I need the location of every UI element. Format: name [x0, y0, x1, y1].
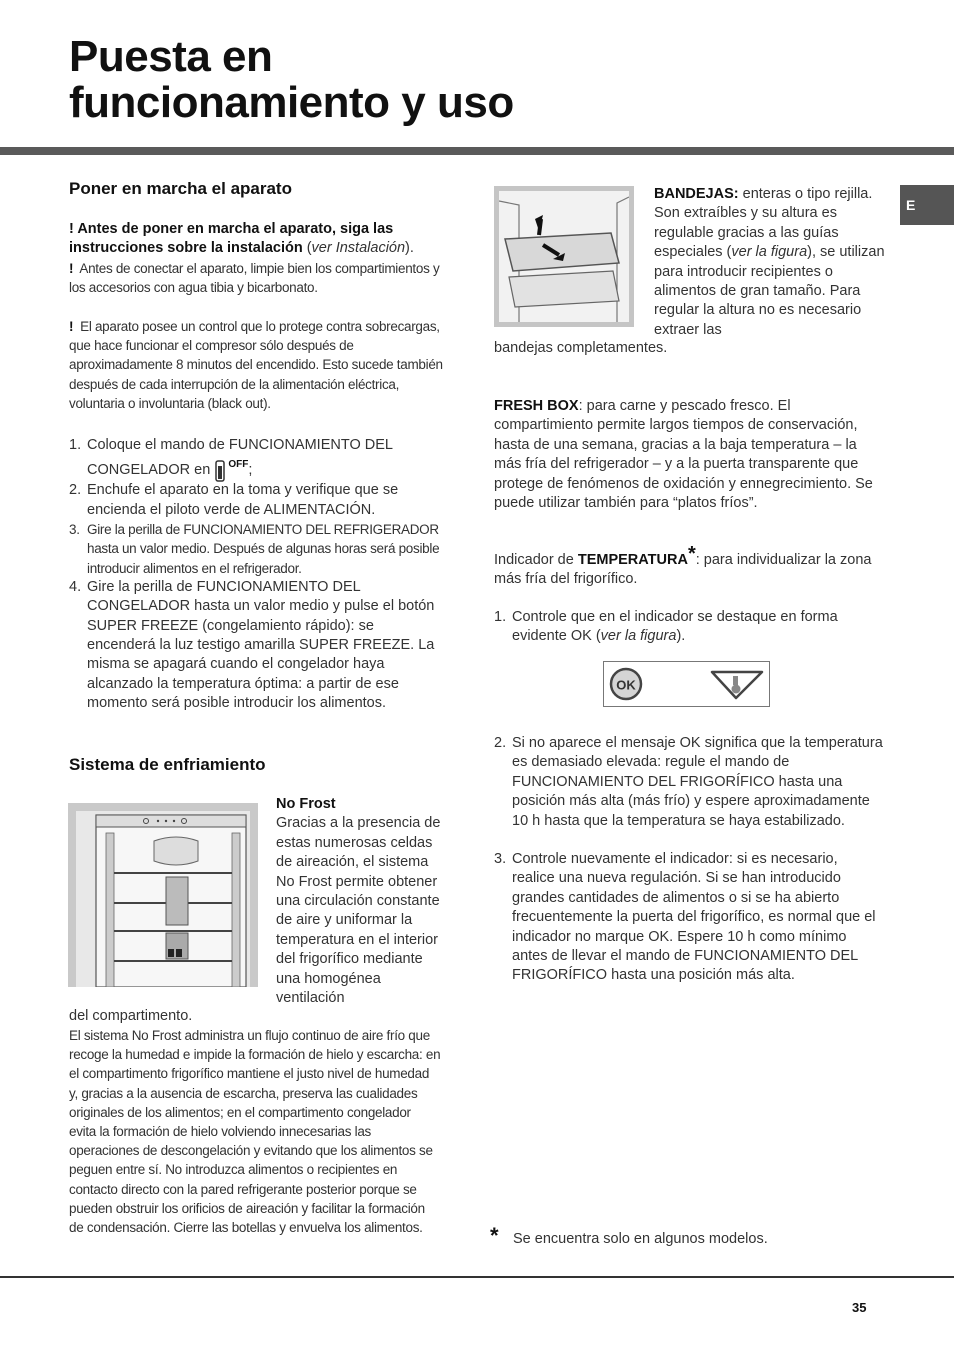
bandejas-description: BANDEJAS: enteras o tipo rejilla. Son extraíbles y su altura es regulable gracias a las guías especiales (ver la figura), se utilizan para introducir recipientes o alimentos de gran tamaño. Para regular la altura no es necesario extraer las	[654, 186, 885, 338]
page-title: Puesta en funcionamiento y uso	[69, 32, 514, 127]
list-item: 3. Controle nuevamente el indicador: si es necesario, realice una nueva regulación. Si se han introducido grandes cantidades de alimentos o si se ha abierto frecuentemente la puerta del frigorífico, es normal que el indicador no marque OK. Espere 10 h como mínimo antes de llevar el mando de FUNCIONAMIENTO DEL FRIGORÍFICO hasta una posición más alta.	[494, 851, 876, 984]
list-item: 3. Gire la perilla de FUNCIONAMIENTO DEL REFRIGERADOR hasta un valor medio. Después de algunas horas será posible introducir alimentos en el refrigerador.	[69, 522, 440, 576]
section-title-start: Poner en marcha el aparato	[69, 179, 292, 198]
footnote-text: Se encuentra solo en algunos modelos.	[513, 1231, 768, 1247]
list-item: 2. Enchufe el aparato en la toma y verifique que se encienda el piloto verde de ALIMENTACIÓN.	[69, 482, 399, 518]
warning-overload: ! El aparato posee un control que lo protege contra sobrecargas, que hace funcionar el compresor sólo después de aproximadamente 8 minutos del encendido. Esto sucede también después de cada interrupción de la alimentación eléctrica, voluntaria o involuntaria (black out).	[69, 319, 443, 411]
startup-steps	[69, 436, 445, 714]
switch-off-icon: OFF	[214, 459, 248, 481]
list-item: CONGELADOR en OFF ;	[69, 459, 445, 481]
language-tab: E	[900, 185, 954, 225]
footer-divider	[0, 1276, 954, 1278]
ok-indicator-figure	[603, 661, 770, 707]
nofrost-paragraph: El sistema No Frost administra un flujo continuo de aire frío que recoge la humedad e impide la formación de hielo y escarcha: en el compartimento frigorífico mantiene el justo nivel de humedad y, gracias a la ausencia de escarcha, preserva las cualidades originales de los alimentos; en el compartimento congelador evita la formación de hielo volviendo innecesarias las operaciones de descongelación y evitando que los alimentos se peguen entre sí. No introduzca alimentos o recipientes en contacto directo con la pared refrigerante posterior porque se pueden obstruir los orificios de aireación y facilitar la formación de condensación. Cierre las botellas y envuelva los alimentos.	[69, 1028, 441, 1236]
list-item: 1. Controle que en el indicador se destaque en forma evidente OK (ver la figura).	[494, 609, 838, 645]
ok-label: OK	[616, 677, 636, 693]
warning-cleaning: ! Antes de conectar el aparato, limpie bien los compartimientos y los accesorios con agua tibia y bicarbonato.	[69, 261, 440, 296]
list-item: 2. Si no aparece el mensaje OK significa que la temperatura es demasiado elevada: regule el mando de FUNCIONAMIENTO DEL FRIGORÍFICO hasta una posición más alta (más frío) y espere aproximadamente 10 h hasta que la temperatura se haya estabilizado.	[494, 735, 883, 829]
page-number: 35	[852, 1300, 867, 1315]
nofrost-figure	[68, 803, 258, 987]
temperature-steps-2	[494, 734, 884, 986]
freshbox-description: FRESH BOX: para carne y pescado fresco. El compartimiento permite largos tiempos de conservación, hasta de una semana, gracias a la baja temperatura – la más fría del refrigerador – y a la puerta transparente que protege de fenómenos de oxidación y ennegrecimiento. Se puede utilizar también para “platos fríos”.	[494, 398, 873, 512]
list-item: 4. Gire la perilla de FUNCIONAMIENTO DEL CONGELADOR hasta un valor medio y pulse el botón SUPER FREEZE (congelamiento rápido): se encenderá la luz testigo amarilla SUPER FREEZE. La misma se apagará cuando el congelador haya alcanzado la temperatura óptima: a partir de ese momento será posible introducir los alimentos.	[69, 578, 435, 712]
section-title-cooling: Sistema de enfriamiento	[69, 755, 266, 774]
shelves-figure	[494, 186, 634, 327]
nofrost-description: No Frost Gracias a la presencia de estas numerosas celdas de aireación, el sistema No Frost permite obtener una circulación constante de aire y uniformar la temperatura en el interior del frigorífico mediante una homogénea ventilación	[276, 796, 441, 1007]
nofrost-continuation: del compartimento.	[69, 1008, 193, 1024]
list-item: 1. Coloque el mando de FUNCIONAMIENTO DEL	[69, 437, 393, 453]
footnote-star: *	[490, 1223, 499, 1248]
temperature-steps-1	[494, 608, 880, 647]
temperature-indicator-description: Indicador de TEMPERATURA*: para individualizar la zona más fría del frigorífico.	[494, 543, 872, 588]
warning-installation: ! Antes de poner en marcha el aparato, siga las instrucciones sobre la instalación (ver Instalación).	[69, 221, 414, 257]
bandejas-continuation: bandejas completamentes.	[494, 340, 668, 356]
title-divider	[0, 147, 954, 155]
